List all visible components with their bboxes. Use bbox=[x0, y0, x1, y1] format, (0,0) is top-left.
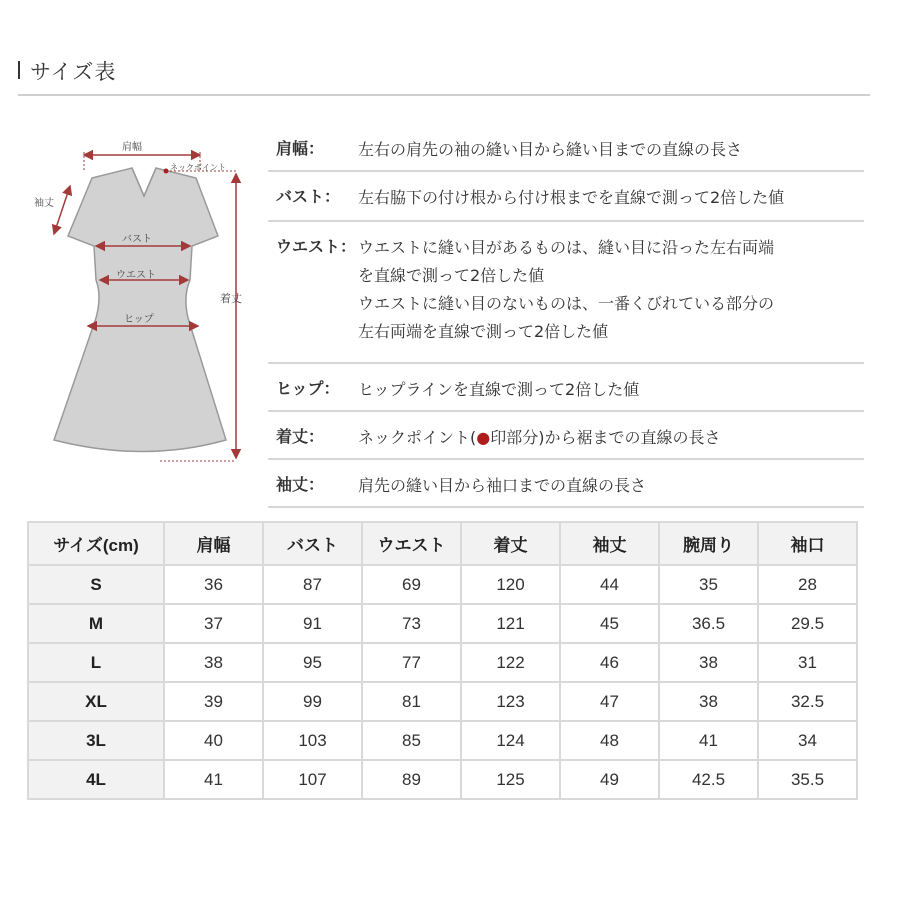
definition-text: ウエストに縫い目があるものは、縫い目に沿った左右両端 を直線で測って2倍した値 ウエストに縫い目のないものは、一番くびれている部分の 左右両端を直線で測って2倍した値 bbox=[358, 238, 775, 341]
label-hip: ヒップ bbox=[124, 314, 154, 325]
page-title: サイズ表 bbox=[30, 60, 117, 84]
header-sleeve: 袖丈 bbox=[560, 522, 659, 565]
header-accent-bar bbox=[18, 61, 20, 79]
label-sleeve: 袖丈 bbox=[34, 198, 54, 209]
definition-term: バスト： bbox=[276, 187, 341, 206]
label-waist: ウエスト bbox=[116, 270, 156, 281]
measurement-definitions bbox=[268, 124, 864, 508]
definition-text: 左右脇下の付け根から付け根までを直線で測って2倍した値 bbox=[358, 188, 785, 207]
measurement-diagram bbox=[30, 128, 260, 473]
neck-point-marker: ● bbox=[476, 428, 491, 447]
definition-term: ウエスト： bbox=[276, 237, 357, 256]
label-neck-point: ネックポイント bbox=[170, 163, 226, 172]
table-header-row bbox=[28, 522, 857, 565]
definition-row bbox=[268, 412, 864, 460]
definition-text: 肩先の縫い目から袖口までの直線の長さ bbox=[358, 476, 647, 495]
definition-text: 左右の肩先の袖の縫い目から縫い目までの直線の長さ bbox=[358, 140, 743, 159]
size-table bbox=[27, 521, 858, 800]
section-header bbox=[18, 54, 870, 96]
label-length: 着丈 bbox=[220, 292, 242, 305]
header-bust: バスト bbox=[263, 522, 362, 565]
header-size: サイズ(cm) bbox=[28, 522, 164, 565]
header-length: 着丈 bbox=[461, 522, 560, 565]
table-row: M 37 91 73 121 45 36.5 29.5 bbox=[28, 604, 857, 643]
sleeve-arrow bbox=[54, 186, 70, 234]
definition-text: ネックポイント(●印部分)から裾までの直線の長さ bbox=[358, 428, 721, 447]
neck-point-dot bbox=[164, 169, 169, 174]
table-row: 3L 40 103 85 124 48 41 34 bbox=[28, 721, 857, 760]
header-shoulder: 肩幅 bbox=[164, 522, 263, 565]
definition-row bbox=[268, 222, 864, 364]
definition-term: 着丈： bbox=[276, 427, 325, 446]
definition-row bbox=[268, 460, 864, 508]
definition-term: 袖丈： bbox=[276, 475, 325, 494]
definition-term: 肩幅： bbox=[276, 139, 325, 158]
table-row: 4L 41 107 89 125 49 42.5 35.5 bbox=[28, 760, 857, 799]
definition-text: ヒップラインを直線で測って2倍した値 bbox=[358, 380, 640, 399]
label-bust: バスト bbox=[122, 234, 152, 245]
header-cuff: 袖口 bbox=[758, 522, 857, 565]
header-waist: ウエスト bbox=[362, 522, 461, 565]
definition-term: ヒップ： bbox=[276, 379, 340, 398]
header-arm: 腕周り bbox=[659, 522, 758, 565]
definition-row bbox=[268, 172, 864, 222]
definition-row bbox=[268, 364, 864, 412]
definition-row bbox=[268, 124, 864, 172]
label-shoulder: 肩幅 bbox=[122, 142, 142, 153]
table-row: S 36 87 69 120 44 35 28 bbox=[28, 565, 857, 604]
table-row: L 38 95 77 122 46 38 31 bbox=[28, 643, 857, 682]
table-row: XL 39 99 81 123 47 38 32.5 bbox=[28, 682, 857, 721]
